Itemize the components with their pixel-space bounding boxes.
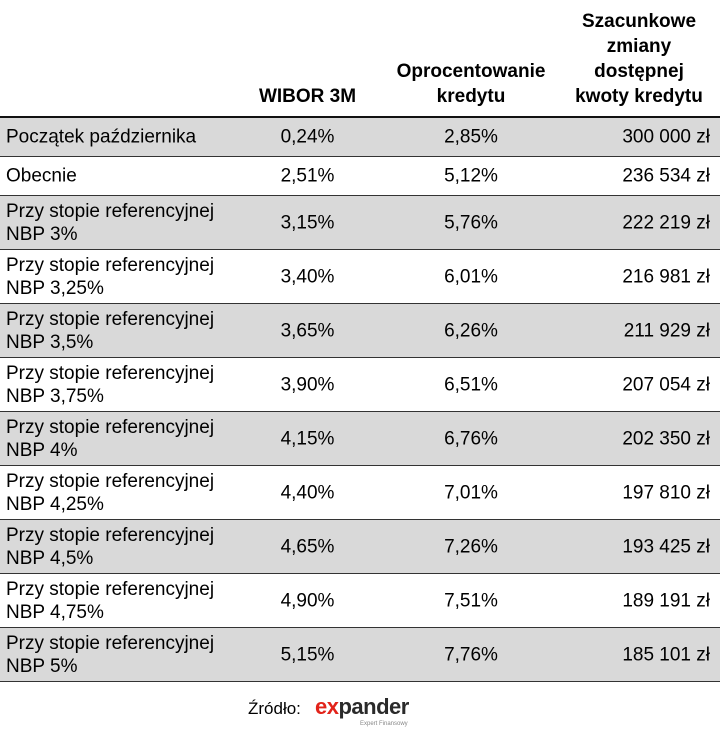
oprocentowanie-value: 7,51%: [444, 590, 498, 611]
source-footer: [0, 694, 720, 734]
table-row: [0, 250, 720, 304]
table-body: [0, 116, 720, 682]
source-label: Źródło:: [248, 699, 301, 718]
row-label: [6, 632, 246, 678]
kwota-value: 207 054 zł: [622, 374, 710, 395]
oprocentowanie-value: 2,85%: [444, 126, 498, 148]
table-row: [0, 358, 720, 412]
row-label: [6, 165, 246, 188]
wibor-value: 3,90%: [280, 374, 335, 395]
row-label-line: Przy stopie referencyjnej: [6, 308, 215, 330]
kwota-value: 202 350 zł: [622, 428, 710, 449]
row-label: [6, 578, 246, 624]
wibor-value: 3,65%: [280, 320, 335, 341]
oprocentowanie-value: 7,26%: [444, 536, 498, 557]
table-header: [0, 0, 720, 116]
kwota-value: 222 219 zł: [622, 212, 710, 233]
oprocentowanie-value: 6,51%: [444, 374, 498, 395]
row-label: [6, 524, 246, 570]
row-label-line: NBP 4%: [6, 439, 78, 461]
kwota-value: 236 534 zł: [622, 165, 710, 187]
kwota-value: 300 000 zł: [622, 126, 710, 148]
kwota-value: 216 981 zł: [622, 266, 710, 287]
row-label: [6, 200, 246, 246]
wibor-value: 4,15%: [280, 428, 335, 449]
row-label: [6, 126, 246, 149]
table-row: [0, 466, 720, 520]
oprocentowanie-value: 7,76%: [444, 644, 498, 665]
row-label: [6, 254, 246, 300]
header-oprocentowanie-line: Oprocentowanie: [396, 61, 546, 82]
wibor-value: 4,90%: [280, 590, 335, 611]
header-oprocentowanie-line: kredytu: [436, 86, 506, 107]
oprocentowanie-value: 6,01%: [444, 266, 498, 287]
oprocentowanie-value: 7,01%: [444, 482, 498, 503]
oprocentowanie-value: 5,76%: [444, 212, 498, 233]
row-label-line: Przy stopie referencyjnej: [6, 632, 215, 654]
header-szacunkowe-line: zmiany: [606, 36, 672, 57]
wibor-value: 5,15%: [280, 644, 335, 665]
row-label-line: Przy stopie referencyjnej: [6, 578, 215, 600]
row-label-line: NBP 3,25%: [6, 277, 104, 299]
kwota-value: 185 101 zł: [622, 644, 710, 665]
table-row: [0, 118, 720, 157]
row-label-line: NBP 4,75%: [6, 601, 104, 623]
wibor-value: 3,15%: [280, 212, 335, 233]
kwota-value: 211 929 zł: [623, 320, 710, 341]
row-label-line: Obecnie: [6, 165, 77, 187]
wibor-value: 0,24%: [280, 126, 335, 148]
row-label-line: Początek października: [6, 126, 197, 148]
table-row: [0, 304, 720, 358]
row-label-line: NBP 5%: [6, 655, 78, 677]
row-label-line: Przy stopie referencyjnej: [6, 524, 215, 546]
header-szacunkowe-line: dostępnej: [594, 61, 684, 82]
row-label-line: NBP 4,25%: [6, 493, 104, 515]
kwota-value: 193 425 zł: [622, 536, 710, 557]
table-row: [0, 196, 720, 250]
header-wibor: WIBOR 3M: [258, 86, 357, 107]
header-szacunkowe-line: kwoty kredytu: [575, 86, 703, 107]
wibor-value: 3,40%: [280, 266, 335, 287]
logo-tagline: Expert Finansowy: [360, 721, 408, 727]
row-label: [6, 470, 246, 516]
row-label-line: Przy stopie referencyjnej: [6, 416, 215, 438]
table-row: [0, 574, 720, 628]
row-label: [6, 308, 246, 354]
wibor-value: 4,40%: [280, 482, 335, 503]
wibor-value: 2,51%: [280, 165, 335, 187]
oprocentowanie-value: 6,76%: [444, 428, 498, 449]
row-label-line: NBP 3%: [6, 223, 78, 245]
table-row: [0, 412, 720, 466]
row-label-line: Przy stopie referencyjnej: [6, 254, 215, 276]
row-label-line: Przy stopie referencyjnej: [6, 200, 215, 222]
expander-logo: expander: [315, 694, 409, 719]
oprocentowanie-value: 6,26%: [444, 320, 498, 341]
row-label-line: NBP 4,5%: [6, 547, 94, 569]
table-row: [0, 157, 720, 196]
kwota-value: 197 810 zł: [622, 482, 710, 503]
oprocentowanie-value: 5,12%: [444, 165, 498, 187]
header-oprocentowanie: [383, 59, 559, 109]
row-label: [6, 362, 246, 408]
header-szacunkowe-line: Szacunkowe: [581, 11, 697, 32]
table-row: [0, 628, 720, 682]
row-label-line: Przy stopie referencyjnej: [6, 470, 215, 492]
table-row: [0, 520, 720, 574]
row-label: [6, 416, 246, 462]
kwota-value: 189 191 zł: [622, 590, 710, 611]
header-szacunkowe: [558, 9, 720, 109]
row-label-line: NBP 3,5%: [6, 331, 94, 353]
wibor-value: 4,65%: [280, 536, 335, 557]
row-label-line: Przy stopie referencyjnej: [6, 362, 215, 384]
row-label-line: NBP 3,75%: [6, 385, 104, 407]
